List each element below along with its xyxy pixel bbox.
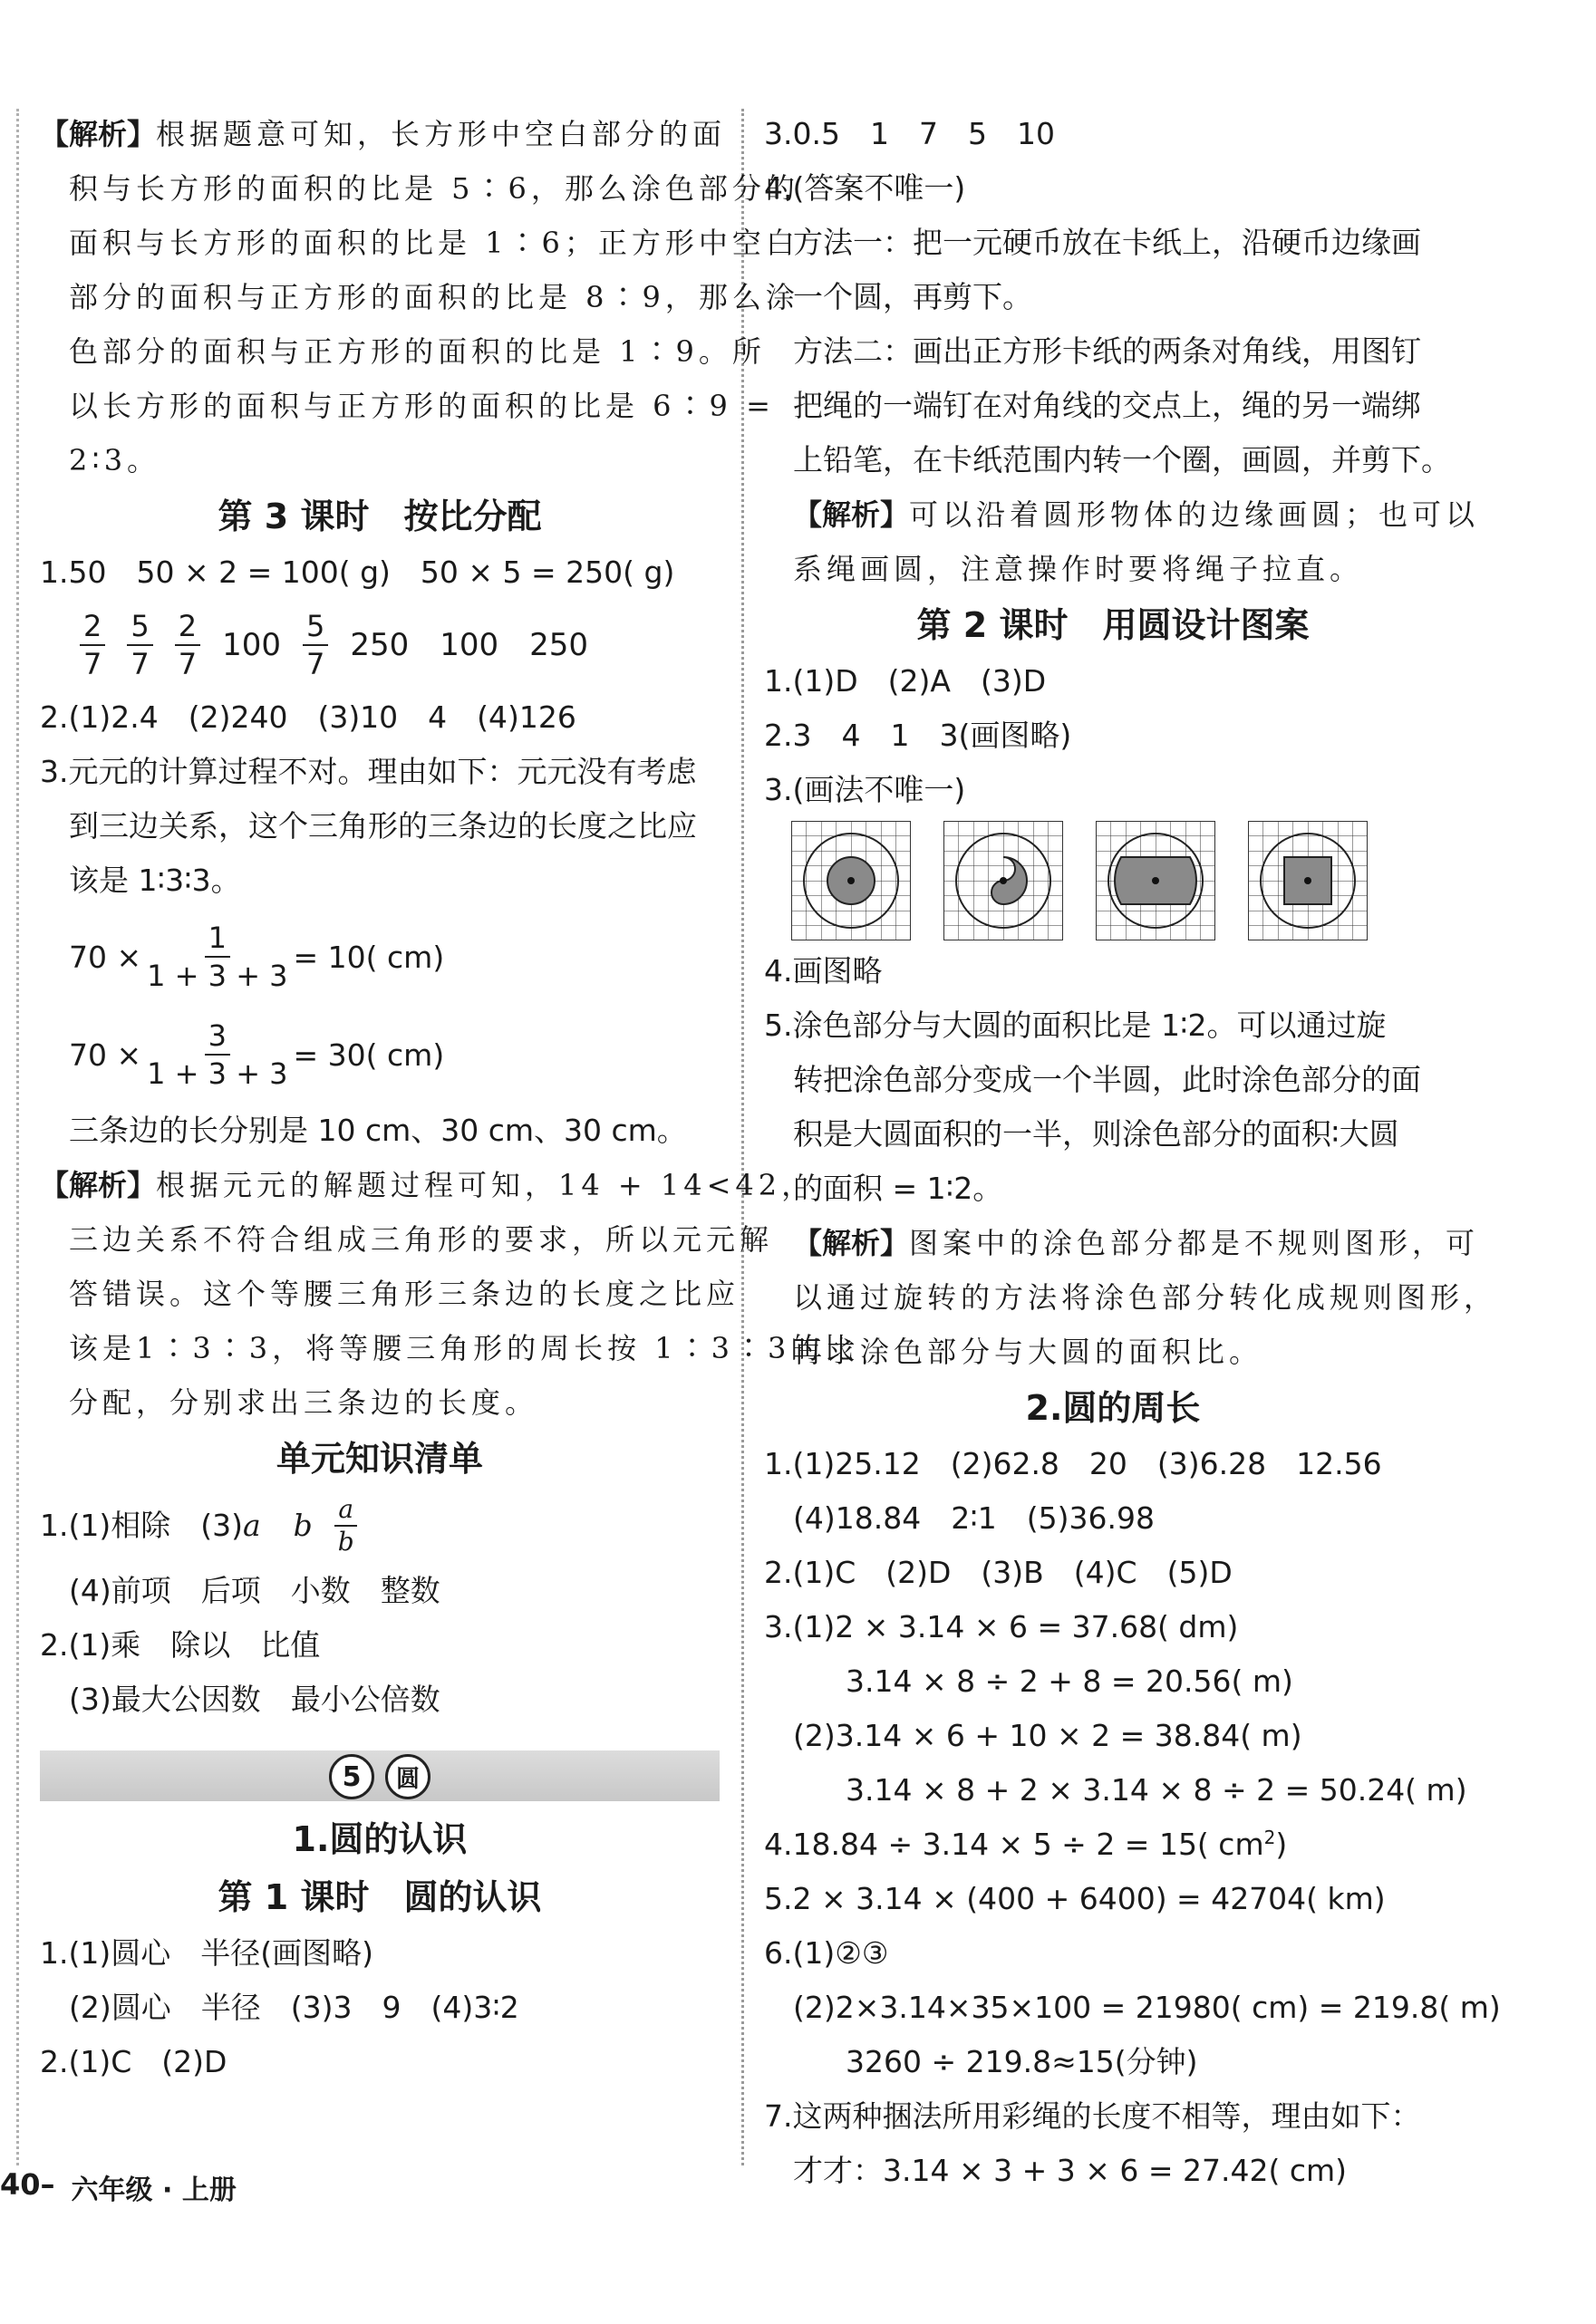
answer-line: 4.(答案不唯一): [764, 170, 966, 206]
page-number: 40–: [0, 2167, 55, 2202]
answer-line: 1.(1)25.12 (2)62.8 20 (3)6.28 12.56: [764, 1446, 1382, 1481]
answer-line: 1.(1)圆心 半径(画图略): [40, 1935, 373, 1971]
unit-banner: [40, 1750, 720, 1801]
analysis-paragraph: 【解析】根据元元的解题过程可知，14 + 14<42，: [40, 1168, 816, 1202]
pattern-figure-3: [1096, 821, 1215, 940]
analysis-paragraph: 【解析】根据题意可知，长方形中空白部分的面: [40, 117, 727, 151]
answer-line: 1.50 50 × 2 = 100( g) 50 × 5 = 250( g): [40, 554, 675, 590]
answer-line: 3.(画法不唯一): [764, 772, 966, 807]
answer-line: 2.(1)乘 除以 比值: [40, 1627, 321, 1663]
section-title: 2.圆的周长: [1025, 1388, 1201, 1428]
unit-number-badge: 5: [329, 1754, 374, 1799]
answer-line: 3.(1)2 × 3.14 × 6 = 37.68( dm): [764, 1609, 1239, 1644]
answer-line: 6.(1)②③: [764, 1935, 889, 1971]
formula: 70 × $\frac{3}{1 + 3 + 3}$ = 30( cm): [69, 1018, 445, 1091]
answer-line: 4.18.84 ÷ 3.14 × 5 ÷ 2 = 15( $cm^2$): [764, 1827, 1288, 1862]
fraction-answers: $\frac{2}{7}$ $\frac{5}{7}$ $\frac{2}{7}$ 100 $\frac{5}{7}$ 250 100 250: [40, 600, 720, 690]
unit-title-badge: 圆: [385, 1754, 430, 1799]
answer-line: 1.(1)D (2)A (3)D: [764, 663, 1047, 699]
page-footer: [0, 2167, 237, 2207]
grade-label: 六年级 · 上册: [71, 2175, 237, 2206]
pattern-figures: [764, 817, 1462, 944]
pattern-figure-2: [943, 821, 1063, 940]
answer-line: 5.涂色部分与大圆的面积比是 1∶2。可以通过旋: [764, 1008, 1387, 1043]
fraction: $\frac{2}{7}$: [175, 608, 200, 682]
lesson-title: 第 2 课时 用圆设计图案: [916, 605, 1310, 645]
unit-summary-title: 单元知识清单: [276, 1439, 483, 1479]
section-title: 1.圆的认识: [292, 1819, 468, 1859]
left-margin-dots: [16, 109, 19, 2165]
answer-line: 7.这两种捆法所用彩绳的长度不相等，理由如下：: [764, 2098, 1421, 2134]
answer-line: 2.(1)2.4 (2)240 (3)10 4 (4)126: [40, 699, 576, 735]
answer-line: 2.(1)C (2)D (3)B (4)C (5)D: [764, 1555, 1233, 1590]
formula: 70 × $\frac{1}{1 + 3 + 3}$ = 10( cm): [69, 921, 445, 993]
answer-line: 3.元元的计算过程不对。理由如下：元元没有考虑: [40, 754, 697, 789]
fraction: $\frac{5}{7}$: [303, 608, 328, 682]
right-column: 3.0.5 1 7 5 10 4.(答案不唯一) 方法一：把一元硬币放在卡纸上，沿硬币边缘画 一个圆，再剪下。 方法二：画出正方形卡纸的两条对角线，用图钉 把绳的一端钉在对角线的交点上，绳的另一端绑 上铅笔，在卡纸范围内转一个圈，画圆，并剪下。 【解析】可以沿着圆形物体的边缘画圆；也可以 系绳画圆，注意操作时要将绳子拉直。 第 2 课时 用圆设计图案 1.(1)D (2)A (3)D 2.3 4 1 3(画图略) 3.(画法不唯一) 4.画图略 5.涂色部分与大圆的面积比是 1∶2。可以通过旋 转把涂色部分变成一个半圆，此时涂色部分的面 积是大圆面积的一半，则涂色部分的面积∶大圆 的面积 = 1∶2。 【解析】图案中的涂色部分都是不规则图形，可 以通过旋转的方法将涂色部分转化成规则图形， 再求涂色部分与大圆的面积比。 2.圆的周长 1.(1)25.12 (2)62.8 20 (3)6.28 12.56 (4)18.84 2∶1 (5)36.98 2.(1)C (2)D (3)B (4)C (5)D 3.(1)2 × 3.14 × 6 = 37.68( dm) 3.14 × 8 ÷ 2 + 8 = 20.56( m) (2)3.14 × 6 + 10 × 2 = 38.84( m) 3.14 × 8 + 2 × 3.14 × 8 ÷ 2 = 50.24( m) 4.18.84 ÷ 3.14 × 5 ÷ 2 = 15( $cm^2$) 5.2 × 3.14 × (400 + 6400) = 42704( km) 6.(1)②③ (2)2×3.14×35×100 = 21980( cm) = 219.8( m) 3260 ÷ 219.8≈15(分钟) 7.这两种捆法所用彩绳的长度不相等，理由如下： 才才：3.14 × 3 + 3 × 6 = 27.42( cm): [764, 107, 1462, 2198]
lesson-title: 第 1 课时 圆的认识: [218, 1877, 542, 1917]
fraction: $\frac{2}{7}$: [80, 608, 105, 682]
answer-line: 3.0.5 1 7 5 10: [764, 116, 1055, 151]
left-column: 【解析】根据题意可知，长方形中空白部分的面 积与长方形的面积的比是 5∶6，那么涂色部分的 面积与长方形的面积的比是 1∶6；正方形中空白 部分的面积与正方形的面积的比是 8∶9，那么涂 色部分的面积与正方形的面积的比是 1∶9。所 以长方形的面积与正方形的面积的比是 6∶9 = 2∶3。 第 3 课时 按比分配 1.50 50 × 2 = 100( g) 50 × 5 = 250( g) $\frac{2}{7}$ $\frac{5}{7}$ $\frac{2}{7}$ 100 $\frac{5}{7}$ 250 100 250 2.(1)2.4 (2)240 (3)10 4 (4)126 3.元元的计算过程不对。理由如下：元元没有考虑 到三边关系，这个三角形的三条边的长度之比应 该是 1∶3∶3。 70 × $\frac{1}{1 + 3 + 3}$ = 10( cm) 70 × $\frac{3}{1 + 3 + 3}$ = 30( cm) 三条边的长分别是 10 cm、30 cm、30 cm。 【解析】根据元元的解题过程可知，14 + 14<42， 三边关系不符合组成三角形的要求，所以元元解 答错误。这个等腰三角形三条边的长度之比应 该是1∶3∶3，将等腰三角形的周长按 1∶3∶3的比 分配，分别求出三条边的长度。 单元知识清单 1.(1)相除 (3) a b $\frac{a}{b}$ (4)前项 后项 小数 整数 2.(1)乘 除以 比值 (3)最大公因数 最小公倍数 5 圆 1.圆的认识 第 1 课时 圆的认识 1.(1)圆心 半径(画图略) (2)圆心 半径 (3)3 9 (4)3∶2 2.(1)C (2)D: [40, 107, 720, 2089]
answer-line: 4.画图略: [764, 953, 883, 988]
answer-line: 5.2 × 3.14 × (400 + 6400) = 42704( km): [764, 1881, 1386, 1916]
fraction: $\frac{5}{7}$: [127, 608, 152, 682]
pattern-figure-1: [791, 821, 911, 940]
answer-line: 2.3 4 1 3(画图略): [764, 718, 1072, 753]
fraction: $\frac{a}{b}$: [334, 1494, 358, 1557]
analysis-paragraph: 【解析】图案中的涂色部分都是不规则图形，可: [793, 1226, 1480, 1260]
pattern-figure-4: [1248, 821, 1368, 940]
analysis-paragraph: 【解析】可以沿着圆形物体的边缘画圆；也可以: [793, 497, 1480, 532]
answer-line: 2.(1)C (2)D: [40, 2044, 227, 2079]
lesson-title: 第 3 课时 按比分配: [218, 497, 542, 536]
answer-line: 三条边的长分别是 10 cm、30 cm、30 cm。: [69, 1113, 687, 1148]
answer-line: 1.(1)相除 (3) a b $\frac{a}{b}$: [40, 1488, 720, 1564]
